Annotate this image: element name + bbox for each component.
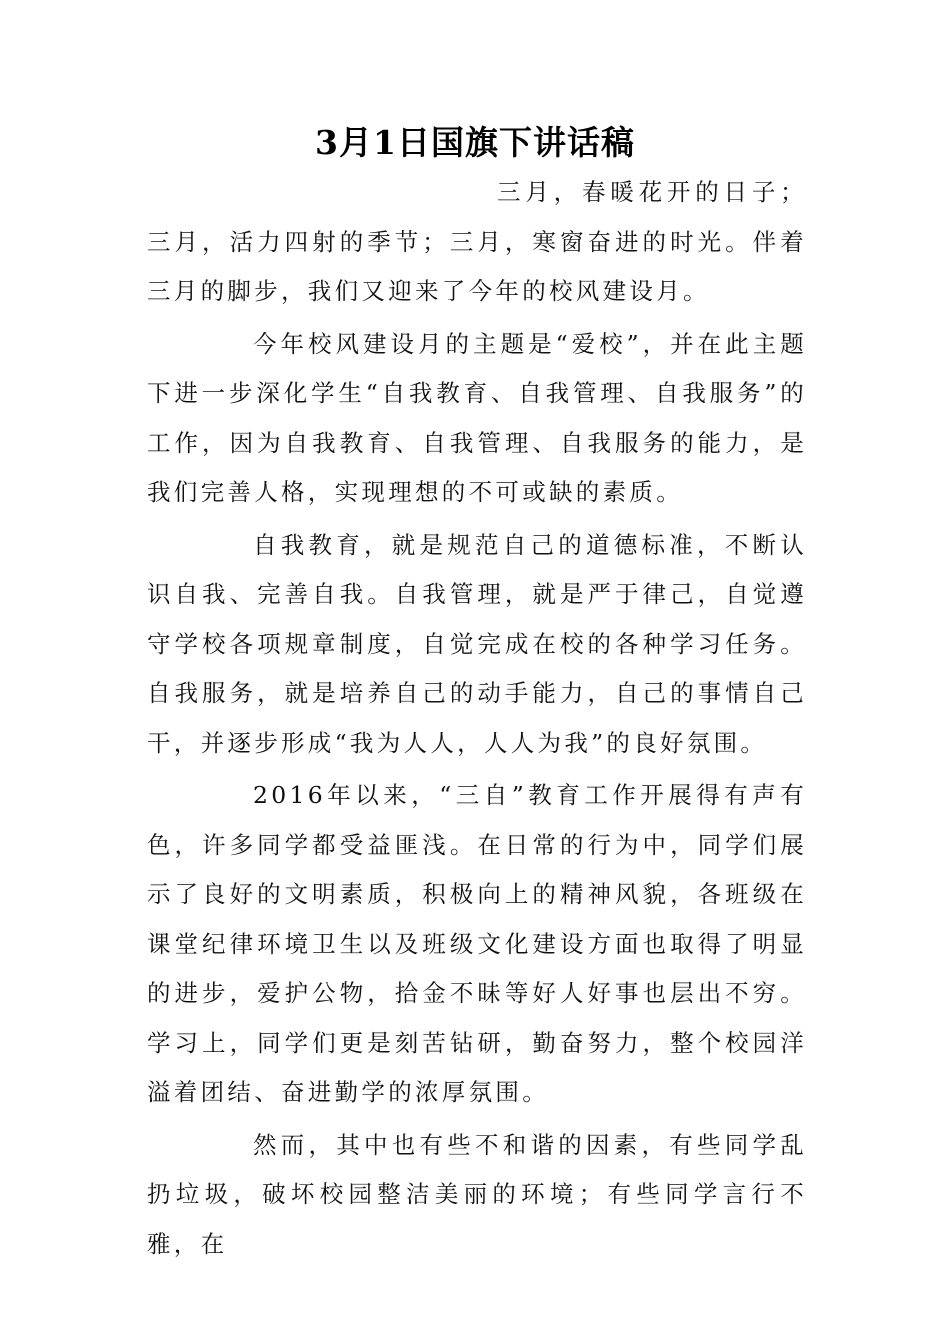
paragraph-1: 三月，春暖花开的日子；三月，活力四射的季节；三月，寒窗奋进的时光。伴着三月的脚步，我们又迎来了今年的校风建设月。	[147, 178, 807, 305]
speech-body	[147, 168, 807, 1272]
paragraph-2: 今年校风建设月的主题是“爱校”，并在此主题下进一步深化学生“自我教育、自我管理、自我服务”的工作，因为自我教育、自我管理、自我服务的能力，是我们完善人格，实现理想的不可或缺的素质。	[147, 329, 807, 506]
page-title: 3月1日国旗下讲话稿	[315, 123, 635, 162]
paragraph-4: 2016年以来，“三自”教育工作开展得有声有色，许多同学都受益匪浅。在日常的行为中，同学们展示了良好的文明素质，积极向上的精神风貌，各班级在课堂纪律环境卫生以及班级文化建设方面也取得了明显的进步，爱护公物，拾金不昧等好人好事也层出不穷。学习上，同学们更是刻苦钻研，勤奋努力，整个校园洋溢着团结、奋进勤学的浓厚氛围。	[147, 781, 807, 1106]
paragraph-5: 然而，其中也有些不和谐的因素，有些同学乱扔垃圾，破坏校园整洁美丽的环境；有些同学言行不雅，在	[147, 1130, 807, 1258]
paragraph-3: 自我教育，就是规范自己的道德标准，不断认识自我、完善自我。自我管理，就是严于律己，自觉遵守学校各项规章制度，自觉完成在校的各种学习任务。自我服务，就是培养自己的动手能力，自己的事情自己干，并逐步形成“我为人人，人人为我”的良好氛围。	[147, 530, 807, 757]
